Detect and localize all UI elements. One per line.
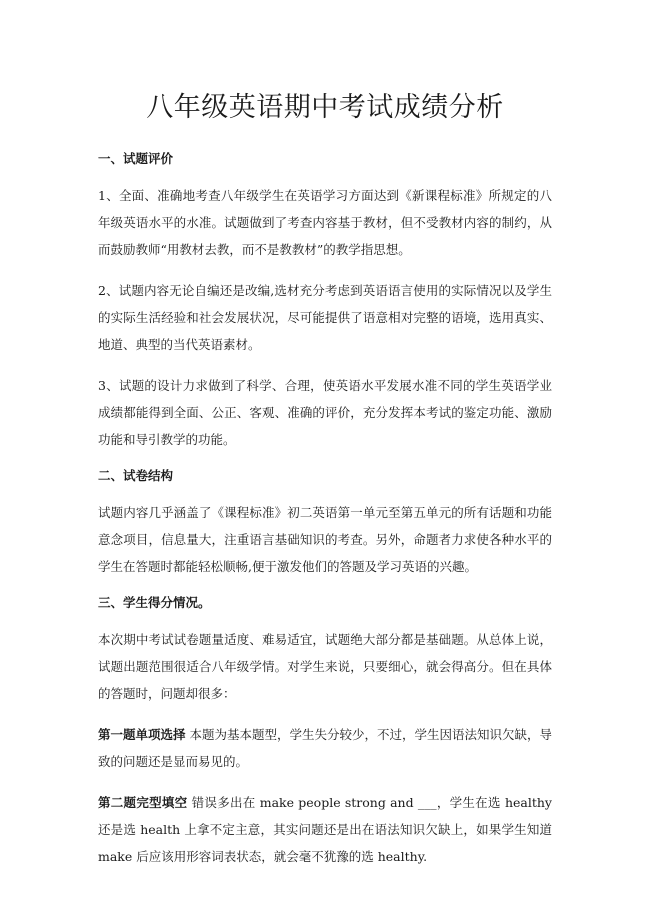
question-1-label: 第一题单项选择 xyxy=(98,727,186,742)
section-heading-evaluation: 一、试题评价 xyxy=(98,151,174,166)
paragraph-structure-1: 试题内容几乎涵盖了《课程标准》初二英语第一单元至第五单元的所有话题和功能意念项目，信息量大，注重语言基础知识的考查。另外，命题者力求使各种水平的学生在答题时都能轻松顺畅,便于激发他们的答题及学习英语的兴趣。 xyxy=(98,505,552,574)
document-title: 八年级英语期中考试成绩分析 xyxy=(146,92,504,123)
section-heading-scores: 三、学生得分情况。 xyxy=(98,595,211,610)
question-1-text: 本题为基本题型，学生失分较少，不过，学生因语法知识欠缺，导致的问题还是显而易见的。 xyxy=(98,727,552,769)
section-heading-structure: 二、试卷结构 xyxy=(98,468,174,483)
paragraph-question-1 xyxy=(98,721,552,775)
paragraph-evaluation-1: 1、全面、准确地考查八年级学生在英语学习方面达到《新课程标准》所规定的八年级英语水平的水准。试题做到了考查内容基于教材，但不受教材内容的制约，从而鼓励教师“用教材去教，而不是教教材”的教学指思想。 xyxy=(98,188,552,257)
question-2-text: 错误多出在 make people strong and ___，学生在选 healthy 还是选 health 上拿不定主意，其实问题还是出在语法知识欠缺上，如果学生知道 make 后应该用形容词表状态，就会毫不犹豫的选 healthy. xyxy=(98,795,552,864)
paragraph-evaluation-3: 3、试题的设计力求做到了科学、合理，使英语水平发展水准不同的学生英语学业成绩都能得到全面、公正、客观、准确的评价，充分发挥本考试的鉴定功能、激励功能和导引教学的功能。 xyxy=(98,378,552,447)
paragraph-question-2 xyxy=(98,789,552,870)
paragraph-scores-intro: 本次期中考试试卷题量适度、难易适宜，试题绝大部分都是基础题。从总体上说，试题出题范围很适合八年级学情。对学生来说，只要细心，就会得高分。但在具体的答题时，问题却很多： xyxy=(98,632,552,701)
question-2-label: 第二题完型填空 xyxy=(98,795,188,810)
paragraph-evaluation-2: 2、试题内容无论自编还是改编,选材充分考虑到英语语言使用的实际情况以及学生的实际生活经验和社会发展状况，尽可能提供了语意相对完整的语境，选用真实、地道、典型的当代英语素材。 xyxy=(98,283,552,352)
